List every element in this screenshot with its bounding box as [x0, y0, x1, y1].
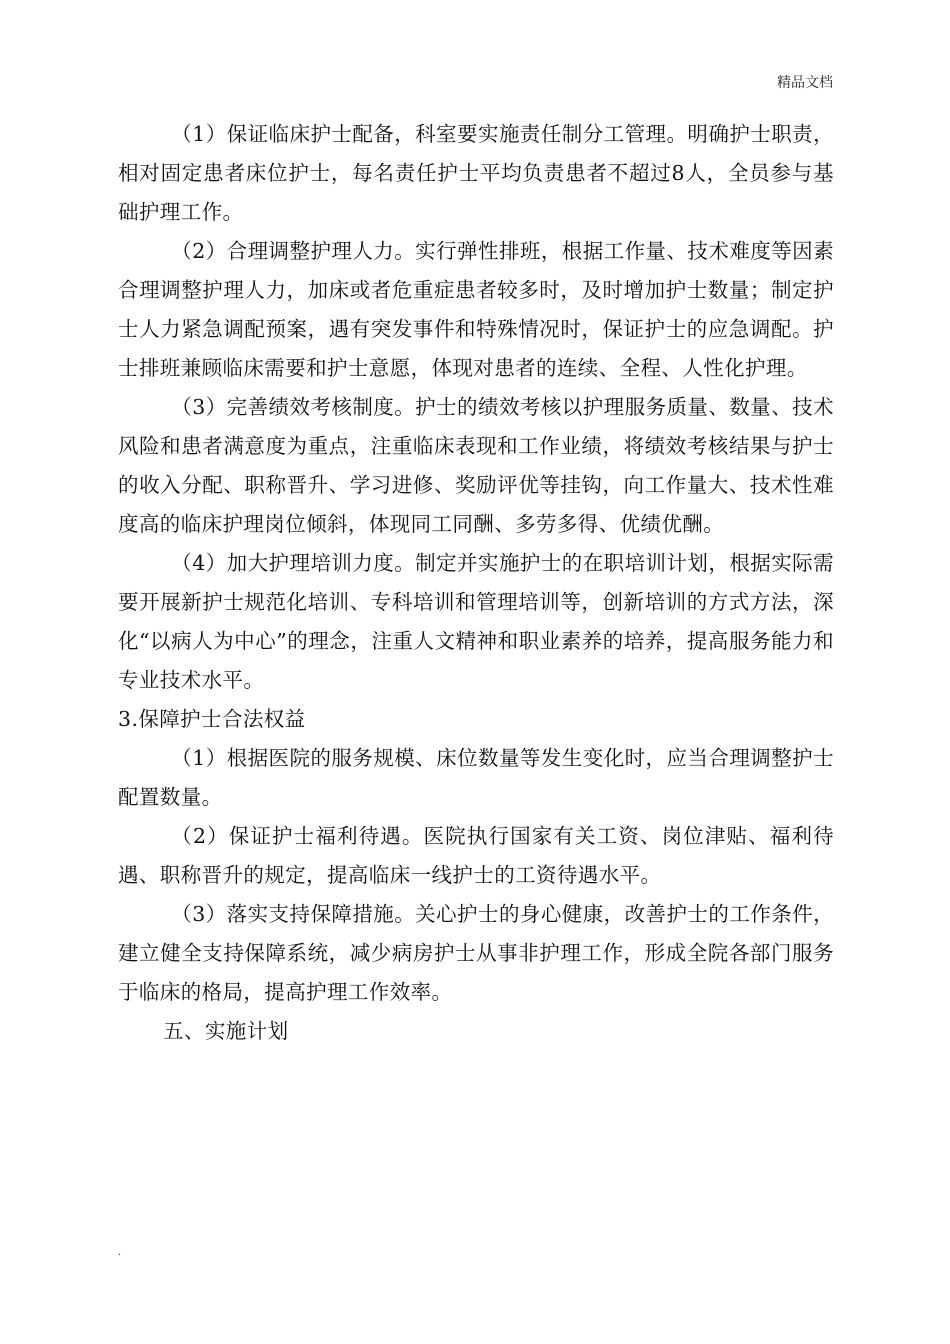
paragraph-manpower: （2）合理调整护理人力。实行弹性排班，根据工作量、技术难度等因素合理调整护理人力，加床或者危重症患者较多时，及时增加护士数量；制定护士人力紧急调配预案，遇有突发事件和特殊情况时，保证护士的应急调配。护士排班兼顾临床需要和护士意愿，体现对患者的连续、全程、人性化护理。 — [118, 239, 834, 380]
document-body — [118, 115, 834, 1051]
subheading-rights: 3.保障护士合法权益 — [118, 707, 306, 731]
paragraph-training: （4）加大护理培训力度。制定并实施护士的在职培训计划，根据实际需要开展新护士规范化培训、专科培训和管理培训等，创新培训的方式方法，深化“以病人为中心”的理念，注重人文精神和职业素养的培养，提高服务能力和专业技术水平。 — [118, 551, 834, 692]
paragraph-staff-quantity: （1）根据医院的服务规模、床位数量等发生变化时，应当合理调整护士配置数量。 — [118, 746, 834, 809]
paragraph-staffing: （1）保证临床护士配备，科室要实施责任制分工管理。明确护士职责，相对固定患者床位护士，每名责任护士平均负责患者不超过8人，全员参与基础护理工作。 — [118, 122, 834, 224]
paragraph-support: （3）落实支持保障措施。关心护士的身心健康，改善护士的工作条件，建立健全支持保障系统，减少病房护士从事非护理工作，形成全院各部门服务于临床的格局，提高护理工作效率。 — [118, 902, 834, 1004]
section-heading-plan: 五、实施计划 — [163, 1019, 289, 1043]
paragraph-welfare: （2）保证护士福利待遇。医院执行国家有关工资、岗位津贴、福利待遇、职称晋升的规定，提高临床一线护士的工资待遇水平。 — [118, 824, 834, 887]
page-header-label: 精品文档 — [777, 75, 833, 91]
paragraph-performance: （3）完善绩效考核制度。护士的绩效考核以护理服务质量、数量、技术风险和患者满意度为重点，注重临床表现和工作业绩，将绩效考核结果与护士的收入分配、职称晋升、学习进修、奖励评优等挂钩，向工作量大、技术性难度高的临床护理岗位倾斜，体现同工同酬、多劳多得、优绩优酬。 — [118, 395, 834, 536]
footer-mark: . — [118, 1247, 122, 1258]
